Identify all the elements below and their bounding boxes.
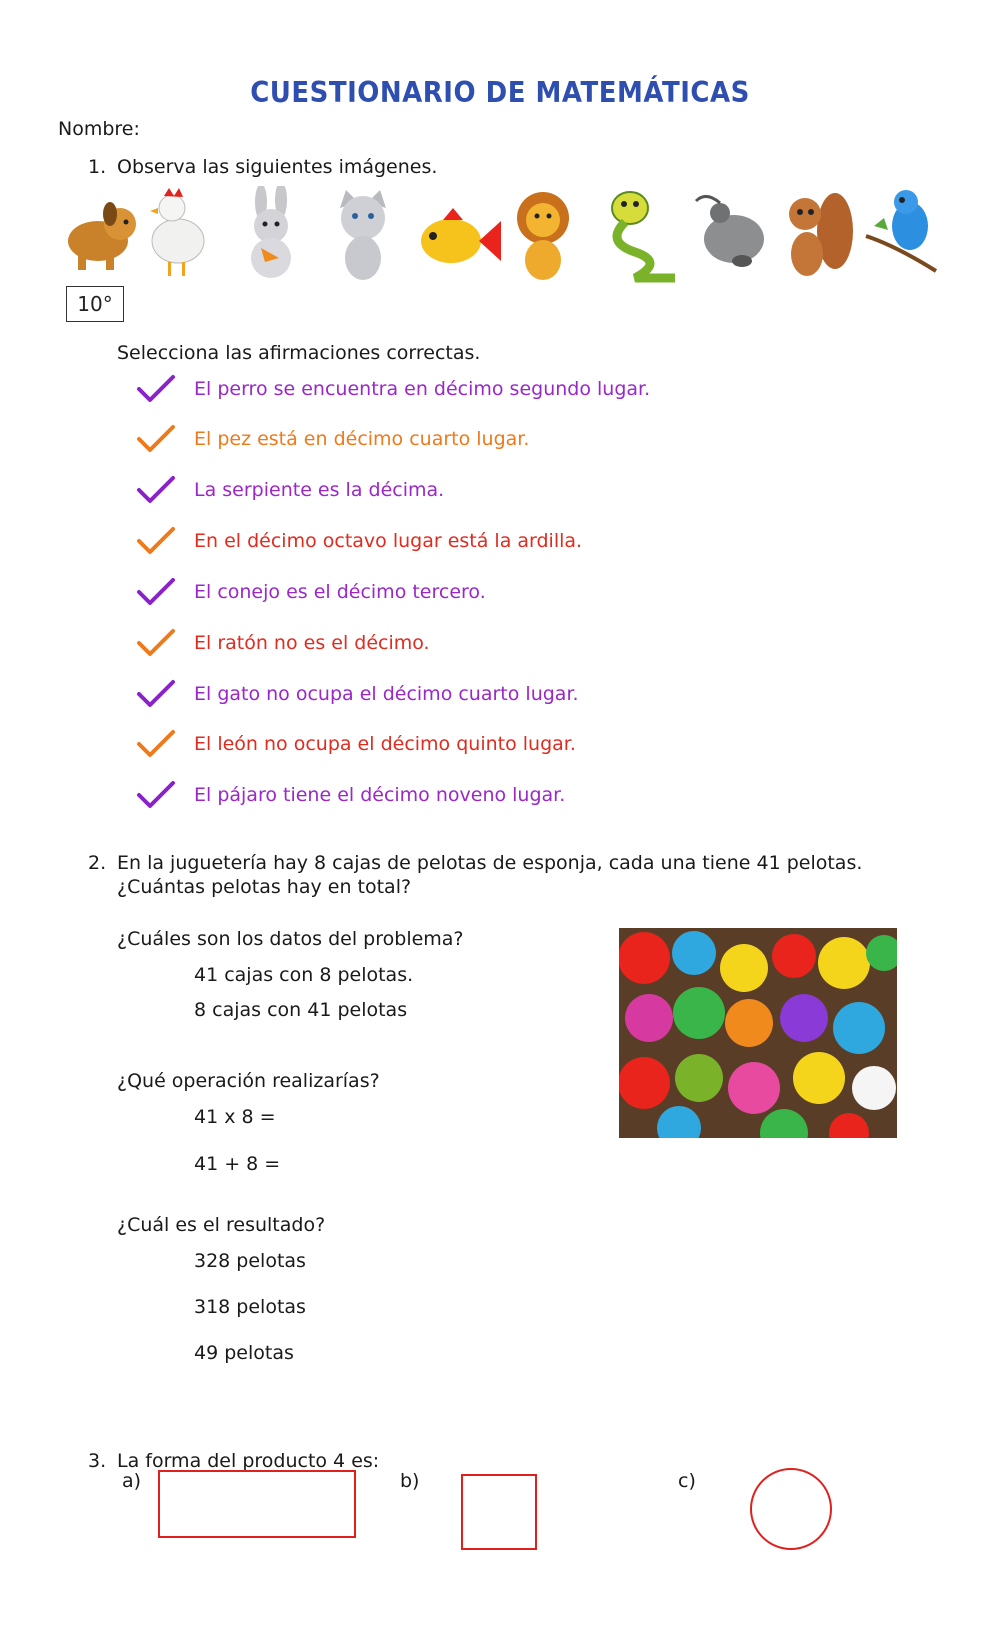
q2-result-option-1[interactable]: 328 pelotas	[194, 1250, 306, 1272]
snake-icon	[612, 192, 675, 278]
q3-label-c: c)	[678, 1470, 696, 1492]
rectangle-shape-option[interactable]	[158, 1470, 356, 1538]
checkmark-icon	[136, 780, 176, 810]
bird-icon	[866, 190, 936, 271]
q2-number: 2.	[88, 852, 107, 874]
q1-option-text: El pájaro tiene el décimo noveno lugar.	[194, 784, 566, 806]
q2-data-option-1[interactable]: 41 cajas con 8 pelotas.	[194, 964, 414, 986]
lion-icon	[517, 192, 569, 280]
checkmark-icon	[136, 526, 176, 556]
q2-result-option-2[interactable]: 318 pelotas	[194, 1296, 306, 1318]
q1-instruction: Selecciona las afirmaciones correctas.	[117, 342, 481, 364]
q1-option-text: El gato no ocupa el décimo cuarto lugar.	[194, 683, 579, 705]
q1-option-text: En el décimo octavo lugar está la ardilla.	[194, 530, 583, 552]
q2-result-option-3[interactable]: 49 pelotas	[194, 1342, 294, 1364]
rabbit-icon	[251, 186, 291, 278]
q1-text: Observa las siguientes imágenes.	[117, 156, 438, 178]
q1-option-text: El perro se encuentra en décimo segundo lugar.	[194, 378, 651, 400]
q1-option-text: El león no ocupa el décimo quinto lugar.	[194, 733, 576, 755]
ordinal-box: 10°	[66, 286, 124, 322]
mouse-icon	[696, 196, 764, 267]
q2-op-option-1[interactable]: 41 x 8 =	[194, 1106, 276, 1128]
q1-option-text: El pez está en décimo cuarto lugar.	[194, 428, 530, 450]
chicken-icon	[150, 188, 204, 276]
checkmark-icon	[136, 679, 176, 709]
cat-icon	[340, 190, 386, 280]
q2-line1: En la juguetería hay 8 cajas de pelotas de esponja, cada una tiene 41 pelotas.	[117, 852, 863, 874]
q2-data-option-2[interactable]: 8 cajas con 41 pelotas	[194, 999, 408, 1021]
checkmark-icon	[136, 577, 176, 607]
circle-shape-option[interactable]	[750, 1468, 832, 1550]
q1-option-text: El conejo es el décimo tercero.	[194, 581, 486, 603]
checkmark-icon	[136, 424, 176, 454]
square-shape-option[interactable]	[461, 1474, 537, 1550]
squirrel-icon	[789, 193, 853, 276]
q3-label-b: b)	[400, 1470, 420, 1492]
balls-photo	[619, 928, 897, 1138]
q3-label-a: a)	[122, 1470, 142, 1492]
q2-op-option-2[interactable]: 41 + 8 =	[194, 1153, 281, 1175]
q2-data-question: ¿Cuáles son los datos del problema?	[117, 928, 464, 950]
q2-result-question: ¿Cuál es el resultado?	[117, 1214, 326, 1236]
dog-icon	[68, 202, 136, 270]
name-label: Nombre:	[58, 118, 140, 140]
fish-icon	[421, 208, 501, 263]
q3-text: La forma del producto 4 es:	[117, 1450, 380, 1472]
q1-option-text: La serpiente es la décima.	[194, 479, 445, 501]
q3-number: 3.	[88, 1450, 107, 1472]
checkmark-icon	[136, 628, 176, 658]
q2-line2: ¿Cuántas pelotas hay en total?	[117, 876, 412, 898]
q1-number: 1.	[88, 156, 107, 178]
checkmark-icon	[136, 374, 176, 404]
page-title: CUESTIONARIO DE MATEMÁTICAS	[250, 76, 750, 110]
checkmark-icon	[136, 475, 176, 505]
checkmark-icon	[136, 729, 176, 759]
q2-op-question: ¿Qué operación realizarías?	[117, 1070, 380, 1092]
animal-row-image	[58, 186, 938, 286]
q1-option-text: El ratón no es el décimo.	[194, 632, 430, 654]
